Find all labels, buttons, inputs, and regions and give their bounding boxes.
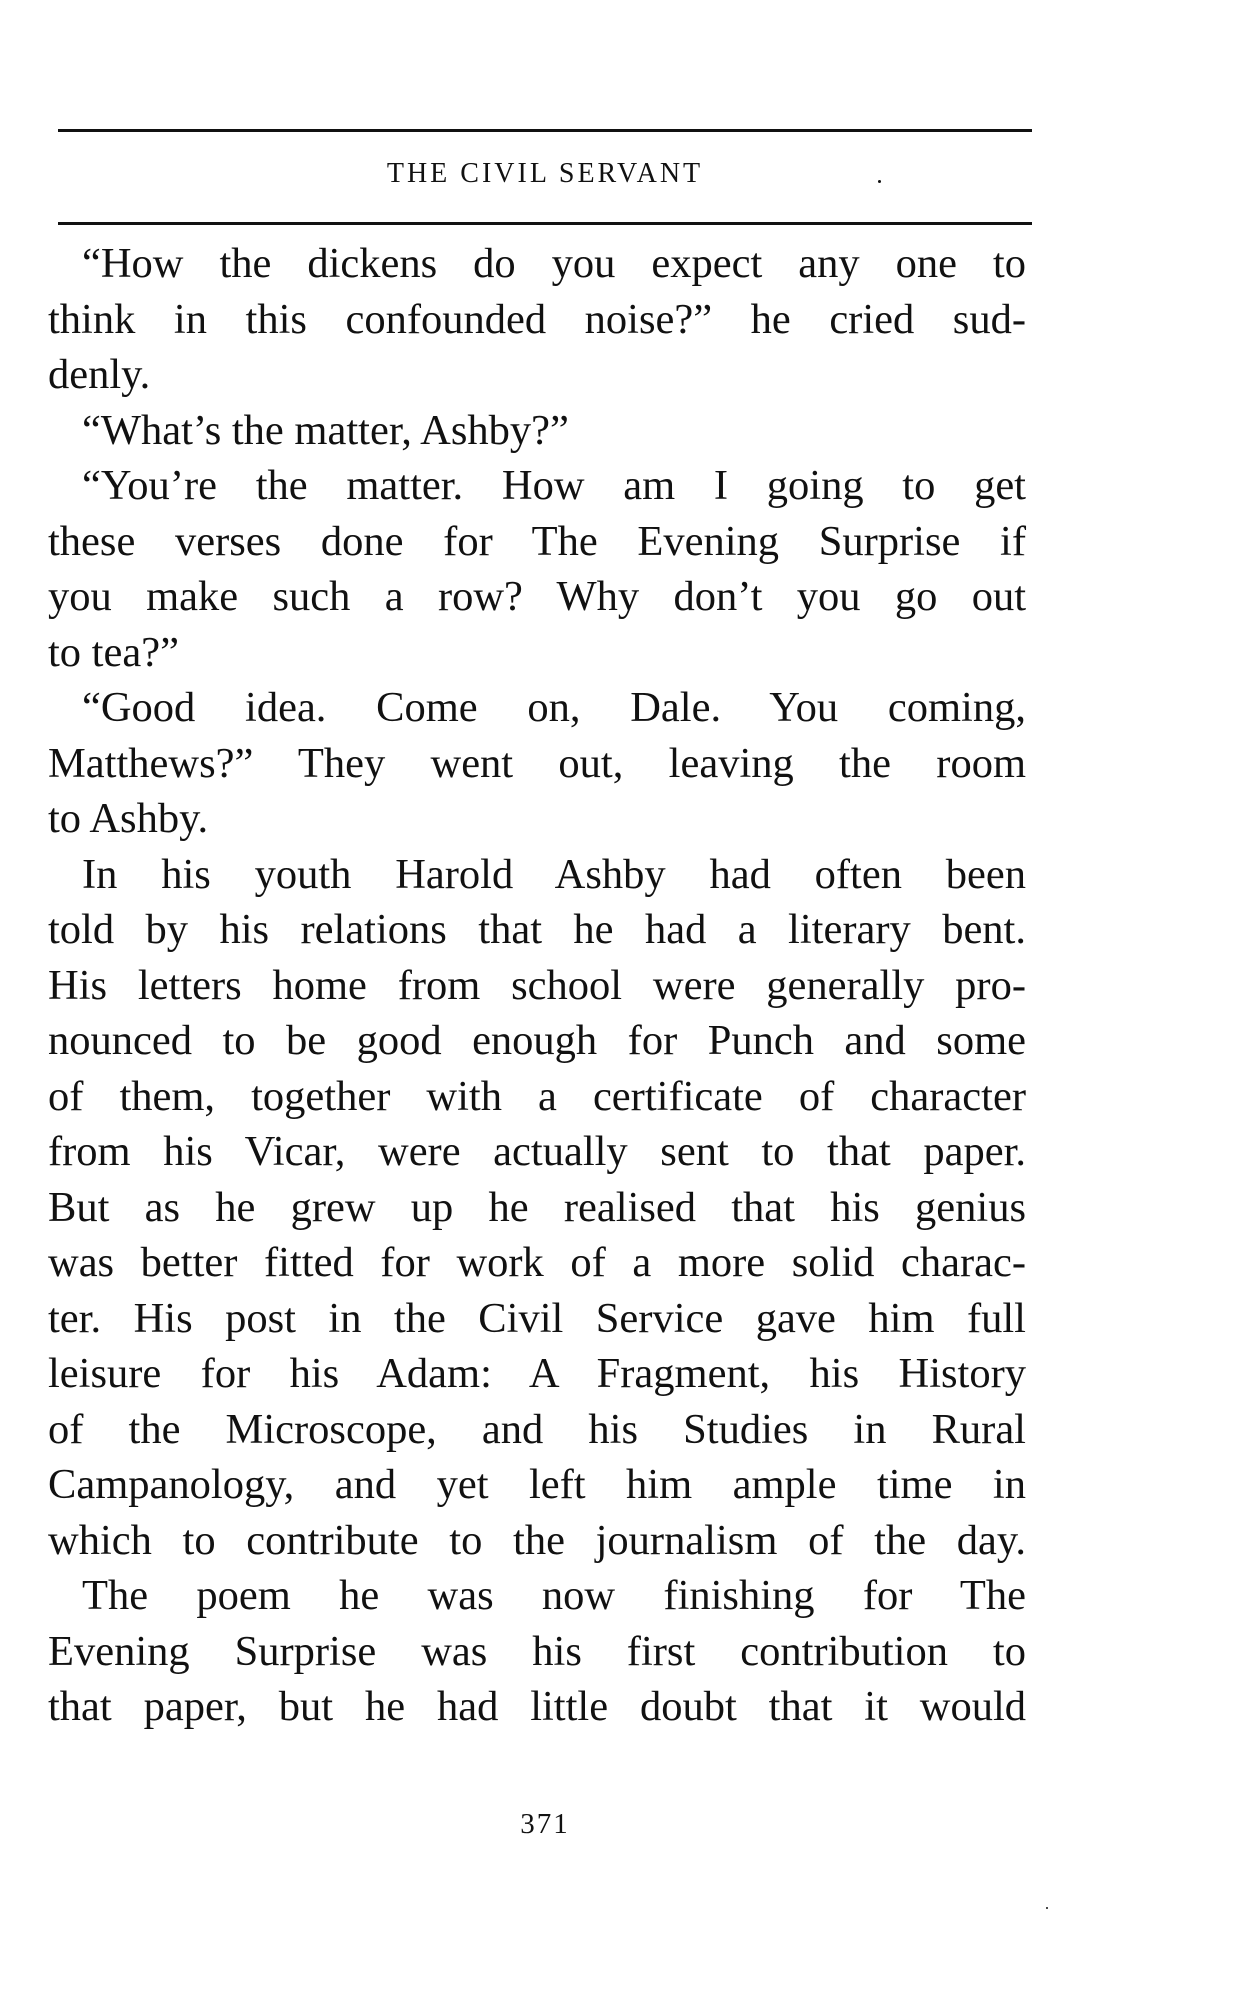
text-line: leisure for his Adam: A Fragment, his History [48, 1350, 1026, 1397]
text-line: told by his relations that he had a literary bent. [48, 906, 1026, 953]
running-head: THE CIVIL SERVANT [386, 158, 704, 189]
text-line: to tea?” [48, 628, 179, 676]
text-line: “How the dickens do you expect any one to [82, 240, 1026, 287]
text-line: that paper, but he had little doubt that it would [48, 1683, 1026, 1730]
text-line: Campanology, and yet left him ample time in [48, 1461, 1026, 1508]
text-line: ter. His post in the Civil Service gave him full [48, 1294, 1026, 1342]
text-line: “You’re the matter. How am I going to get [82, 462, 1026, 509]
text-line: nounced to be good enough for Punch and some [48, 1017, 1026, 1064]
header-bottom-rule [58, 222, 1032, 225]
text-line: of them, together with a certificate of character [48, 1072, 1026, 1120]
text-line: was better fitted for work of a more solid charac- [48, 1239, 1026, 1286]
text-line: of the Microscope, and his Studies in Rural [48, 1405, 1026, 1453]
text-line: “What’s the matter, Ashby?” [82, 406, 569, 454]
text-line: you make such a row? Why don’t you go out [48, 573, 1026, 620]
text-line: In his youth Harold Ashby had often been [82, 850, 1026, 898]
text-line: Evening Surprise was his first contribution to [48, 1627, 1026, 1675]
text-line: denly. [48, 351, 151, 398]
text-line: But as he grew up he realised that his genius [48, 1183, 1026, 1231]
header-top-rule [58, 129, 1032, 132]
text-line: which to contribute to the journalism of the day. [48, 1516, 1026, 1564]
text-line: His letters home from school were generally pro- [48, 961, 1026, 1009]
text-line: these verses done for The Evening Surprise if [48, 517, 1026, 565]
text-line: The poem he was now finishing for The [82, 1572, 1026, 1619]
text-line: Matthews?” They went out, leaving the room [48, 739, 1026, 787]
text-line: think in this confounded noise?” he cried sud- [48, 295, 1026, 343]
body-text [48, 236, 1026, 1735]
ink-speck [1046, 1907, 1048, 1909]
text-line: to Ashby. [48, 795, 209, 842]
ink-speck [878, 180, 881, 183]
page-number: 371 [520, 1808, 570, 1840]
text-line: from his Vicar, were actually sent to that paper. [48, 1128, 1026, 1175]
text-line: “Good idea. Come on, Dale. You coming, [82, 684, 1026, 731]
